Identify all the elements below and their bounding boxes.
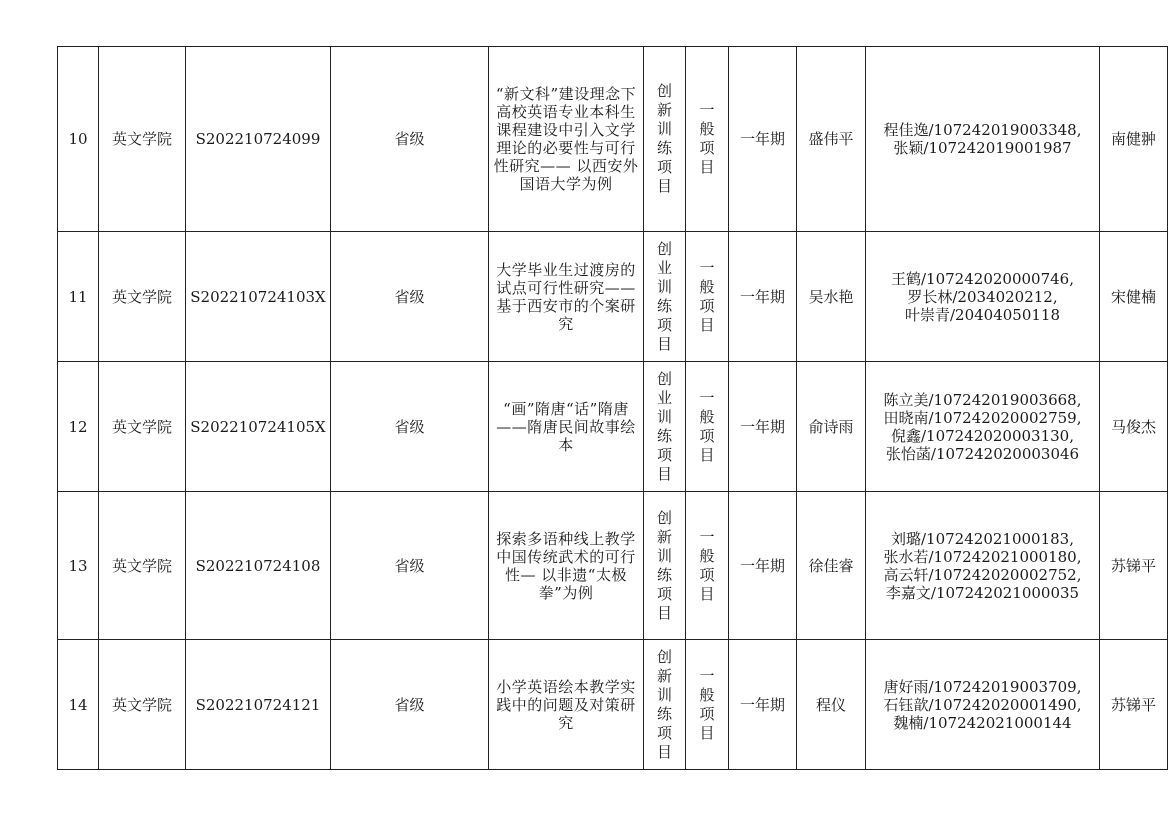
project-duration: 一年期 — [729, 232, 797, 362]
project-type: 创新训练项目 — [656, 82, 672, 195]
member-entry: 石钰歆/107242020001490, — [883, 695, 1082, 714]
table-body — [58, 47, 1168, 770]
college-cell: 英文学院 — [99, 232, 186, 362]
project-level: 省级 — [331, 47, 489, 232]
member-entry: 魏楠/107242021000144 — [893, 713, 1072, 732]
project-category-cell — [686, 640, 729, 770]
project-advisor: 宋健楠 — [1100, 232, 1168, 362]
project-code: S202210724103X — [186, 232, 331, 362]
project-leader: 盛伟平 — [797, 47, 866, 232]
project-level: 省级 — [331, 640, 489, 770]
project-table — [57, 46, 1168, 770]
project-type-cell — [644, 640, 686, 770]
table-row — [58, 362, 1168, 492]
project-level: 省级 — [331, 362, 489, 492]
project-advisor: 苏锑平 — [1100, 492, 1168, 640]
project-advisor: 马俊杰 — [1100, 362, 1168, 492]
project-title: 探索多语种线上教学中国传统武术的可行性— 以非遗“太极拳”为例 — [489, 492, 644, 640]
college-cell: 英文学院 — [99, 492, 186, 640]
project-category-cell — [686, 232, 729, 362]
project-duration: 一年期 — [729, 492, 797, 640]
project-leader: 徐佳睿 — [797, 492, 866, 640]
project-category-cell — [686, 362, 729, 492]
project-category: 一般项目 — [699, 388, 715, 464]
project-title: 大学毕业生过渡房的试点可行性研究——基于西安市的个案研究 — [489, 232, 644, 362]
project-advisor: 苏锑平 — [1100, 640, 1168, 770]
project-members — [866, 362, 1100, 492]
project-leader: 俞诗雨 — [797, 362, 866, 492]
member-entry: 程佳逸/107242019003348, — [883, 121, 1082, 139]
table-row — [58, 640, 1168, 770]
member-entry: 陈立美/107242019003668, — [883, 390, 1082, 409]
project-level: 省级 — [331, 232, 489, 362]
project-members — [866, 47, 1100, 232]
project-duration: 一年期 — [729, 362, 797, 492]
row-number: 12 — [58, 362, 99, 492]
project-category: 一般项目 — [699, 527, 715, 603]
project-leader: 程仪 — [797, 640, 866, 770]
project-type: 创新训练项目 — [656, 508, 672, 622]
project-type: 创业训练项目 — [656, 239, 672, 353]
college-cell: 英文学院 — [99, 640, 186, 770]
project-level: 省级 — [331, 492, 489, 640]
row-number: 11 — [58, 232, 99, 362]
member-entry: 田晓南/107242020002759, — [883, 408, 1082, 427]
project-category: 一般项目 — [699, 101, 715, 176]
table-row — [58, 232, 1168, 362]
row-number: 14 — [58, 640, 99, 770]
member-entry: 张怡菡/107242020003046 — [885, 444, 1080, 463]
project-title: 小学英语绘本教学实践中的问题及对策研究 — [489, 640, 644, 770]
table-row — [58, 492, 1168, 640]
project-code: S202210724121 — [186, 640, 331, 770]
member-entry: 唐好雨/107242019003709, — [883, 677, 1082, 696]
member-entry: 王鹤/107242020000746, — [891, 269, 1074, 288]
row-number: 13 — [58, 492, 99, 640]
project-code: S202210724099 — [186, 47, 331, 232]
project-type: 创业训练项目 — [656, 369, 672, 483]
project-code: S202210724108 — [186, 492, 331, 640]
college-cell: 英文学院 — [99, 362, 186, 492]
project-code: S202210724105X — [186, 362, 331, 492]
project-leader: 吴水艳 — [797, 232, 866, 362]
project-members — [866, 232, 1100, 362]
project-title: “画”隋唐“话”隋唐——隋唐民间故事绘本 — [489, 362, 644, 492]
project-category: 一般项目 — [699, 258, 715, 334]
project-type: 创新训练项目 — [656, 647, 672, 761]
row-number: 10 — [58, 47, 99, 232]
member-entry: 刘璐/107242021000183, — [891, 529, 1074, 548]
project-type-cell — [644, 492, 686, 640]
project-type-cell — [644, 362, 686, 492]
member-entry: 倪鑫/107242020003130, — [891, 426, 1074, 445]
project-category: 一般项目 — [699, 666, 715, 742]
project-duration: 一年期 — [729, 640, 797, 770]
member-entry: 张水若/107242021000180, — [883, 547, 1082, 566]
project-type-cell — [644, 47, 686, 232]
project-category-cell — [686, 492, 729, 640]
project-type-cell — [644, 232, 686, 362]
project-members — [866, 640, 1100, 770]
member-entry: 高云轩/107242020002752, — [883, 565, 1082, 584]
college-cell: 英文学院 — [99, 47, 186, 232]
member-entry: 罗长林/2034020212, — [907, 287, 1058, 306]
member-entry: 张颖/107242019001987 — [893, 139, 1072, 157]
project-title: “新文科”建设理念下高校英语专业本科生课程建设中引入文学理论的必要性与可行性研究—— 以西安外国语大学为例 — [489, 47, 644, 232]
project-category-cell — [686, 47, 729, 232]
member-entry: 叶崇青/20404050118 — [904, 305, 1061, 324]
project-duration: 一年期 — [729, 47, 797, 232]
table-row — [58, 47, 1168, 232]
project-members — [866, 492, 1100, 640]
project-advisor: 南健翀 — [1100, 47, 1168, 232]
member-entry: 李嘉文/107242021000035 — [885, 583, 1080, 602]
